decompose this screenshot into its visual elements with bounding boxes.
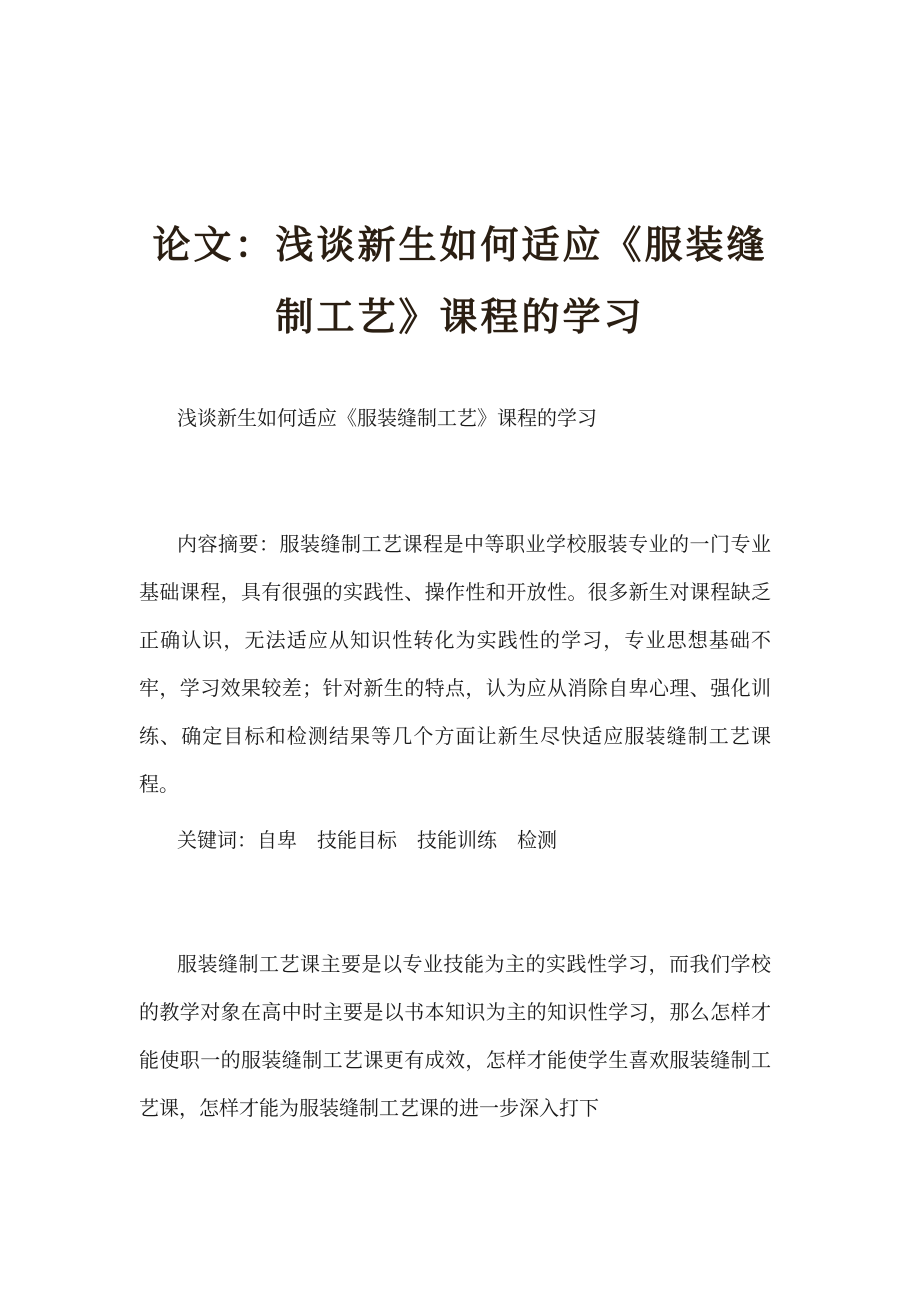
abstract-paragraph: 内容摘要：服装缝制工艺课程是中等职业学校服装专业的一门专业基础课程，具有很强的实践性、操作性和开放性。很多新生对课程缺乏正确认识，无法适应从知识性转化为实践性的学习，专业思想基础不牢，学习效果较差；针对新生的特点，认为应从消除自卑心理、强化训练、确定目标和检测结果等几个方面让新生尽快适应服装缝制工艺课程。 [139,532,771,796]
keywords-line: 关键词：自卑 技能目标 技能训练 检测 [177,828,557,852]
document-title-line-1: 论文：浅谈新生如何适应《服装缝 [152,222,768,267]
document-title-line-2: 制工艺》课程的学习 [275,294,645,339]
document-subtitle: 浅谈新生如何适应《服装缝制工艺》课程的学习 [177,406,597,430]
body-paragraph-1: 服装缝制工艺课主要是以专业技能为主的实践性学习，而我们学校的教学对象在高中时主要是以书本知识为主的知识性学习，那么怎样才能使职一的服装缝制工艺课更有成效，怎样才能使学生喜欢服装缝制工艺课，怎样才能为服装缝制工艺课的进一步深入打下 [139,952,771,1120]
